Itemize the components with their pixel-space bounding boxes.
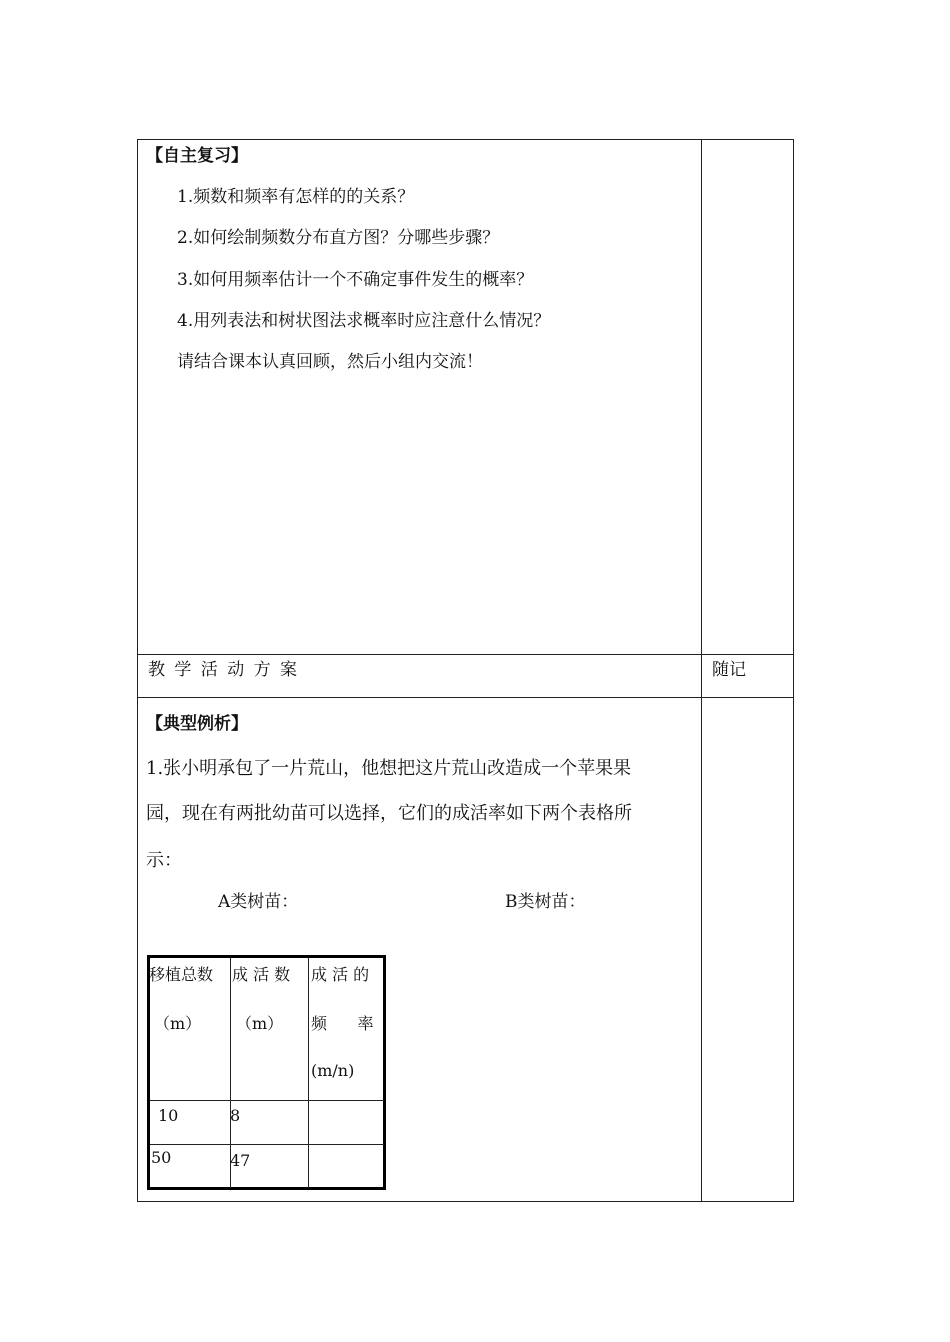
problem-line-1: 1.张小明承包了一片荒山，他想把这片荒山改造成一个苹果果 (146, 758, 632, 779)
label-type-a: A类树苗： (218, 892, 299, 912)
problem-line-3: 示： (146, 850, 182, 871)
header-frequency: 频 率 (311, 1014, 374, 1033)
row-divider-2 (137, 697, 794, 698)
outer-border-bottom (137, 1201, 794, 1202)
header-total-transplanted: 移植总数 (149, 965, 214, 984)
row2-total: 50 (151, 1148, 172, 1167)
header-survival-rate: 成 活 的 (311, 965, 370, 984)
label-type-b: B类树苗： (505, 892, 586, 912)
header-survived-unit: （m） (236, 1014, 284, 1033)
header-survived: 成 活 数 (232, 965, 291, 984)
review-item-4: 4.用列表法和树状图法求概率时应注意什么情况？ (177, 311, 551, 331)
row2-survived: 47 (230, 1151, 251, 1170)
review-item-1: 1.频数和频率有怎样的的关系？ (177, 187, 415, 207)
outer-border-left (137, 139, 138, 1202)
review-heading: 【自主复习】 (146, 146, 248, 166)
table-col-divider-2 (308, 958, 309, 1188)
table-border-left (147, 955, 150, 1190)
table-border-bottom (147, 1187, 385, 1190)
table-border-top (147, 955, 385, 958)
table-row-divider-2 (150, 1144, 384, 1145)
examples-heading: 【典型例析】 (146, 714, 248, 734)
table-row-divider-1 (150, 1100, 384, 1101)
header-total-unit: （m） (154, 1014, 202, 1033)
row1-survived: 8 (230, 1106, 241, 1125)
row1-total: 10 (158, 1106, 179, 1125)
header-ratio: (m/n) (311, 1061, 355, 1080)
column-divider (701, 139, 702, 1202)
table-border-right (383, 955, 386, 1190)
row-divider-1 (137, 654, 794, 655)
activity-plan-title: 教 学 活 动 方 案 (148, 660, 300, 680)
notes-column-label: 随记 (712, 660, 746, 680)
review-item-3: 3.如何用频率估计一个不确定事件发生的概率？ (177, 270, 534, 290)
review-closing: 请结合课本认真回顾，然后小组内交流！ (177, 352, 483, 372)
review-item-2: 2.如何绘制频数分布直方图？分哪些步骤？ (177, 228, 500, 248)
outer-border-right (793, 139, 794, 1202)
outer-border-top (137, 139, 794, 140)
problem-line-2: 园，现在有两批幼苗可以选择，它们的成活率如下两个表格所 (146, 803, 632, 824)
